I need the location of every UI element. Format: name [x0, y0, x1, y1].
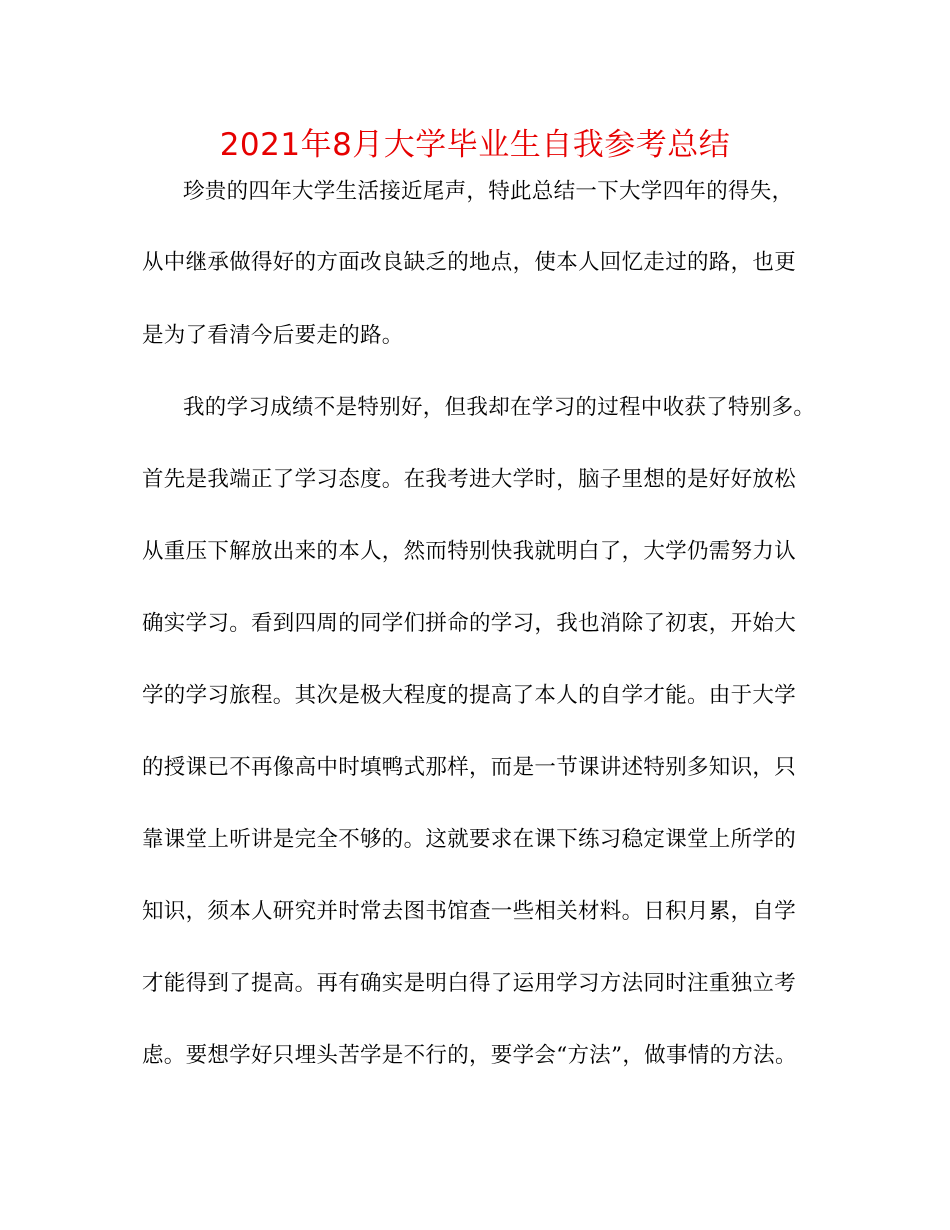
paragraph-2-line-3: 从重压下解放出来的本人，然而特别快我就明白了，大学仍需努力认	[142, 539, 797, 564]
paragraph-2-line-9: 才能得到了提高。再有确实是明白得了运用学习方法同时注重独立考	[142, 971, 797, 996]
paragraph-1-line-2: 从中继承做得好的方面改良缺乏的地点，使本人回忆走过的路，也更	[142, 250, 797, 275]
paragraph-2-line-6: 的授课已不再像高中时填鸭式那样，而是一节课讲述特别多知识，只	[142, 755, 797, 780]
document-title: 2021年8月大学毕业生自我参考总结	[219, 127, 731, 163]
paragraph-2-line-5: 学的学习旅程。其次是极大程度的提高了本人的自学才能。由于大学	[142, 683, 797, 708]
paragraph-2-line-2: 首先是我端正了学习态度。在我考进大学时，脑子里想的是好好放松	[142, 467, 797, 492]
paragraph-1-line-3: 是为了看清今后要走的路。	[142, 323, 404, 348]
paragraph-2-line-10: 虑。要想学好只埋头苦学是不行的，要学会“方法”，做事情的方法。	[142, 1043, 797, 1068]
paragraph-2-line-1: 我的学习成绩不是特别好，但我却在学习的过程中收获了特别多。	[183, 395, 816, 420]
paragraph-2-line-7: 靠课堂上听讲是完全不够的。这就要求在课下练习稳定课堂上所学的	[142, 827, 797, 852]
paragraph-2-line-4: 确实学习。看到四周的同学们拼命的学习，我也消除了初衷，开始大	[142, 611, 797, 636]
paragraph-2-line-8: 知识，须本人研究并时常去图书馆查一些相关材料。日积月累，自学	[142, 899, 797, 924]
paragraph-1-line-1: 珍贵的四年大学生活接近尾声，特此总结一下大学四年的得失，	[183, 179, 794, 204]
